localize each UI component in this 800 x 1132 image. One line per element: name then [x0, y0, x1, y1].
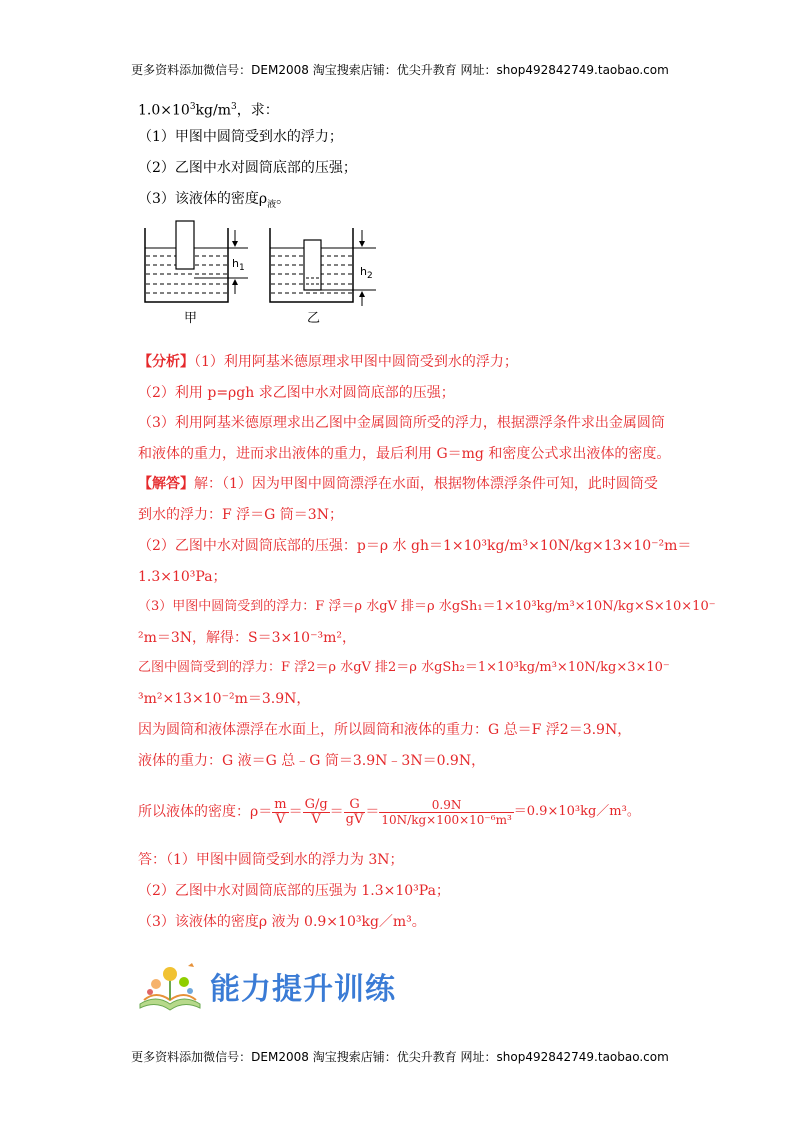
container-figure [140, 218, 380, 328]
fraction-g-gv: $\frac{G}{gV}$ [345, 796, 364, 827]
fraction-m-v: $\frac{m}{V}$ [274, 796, 287, 827]
book-flowers-icon [136, 960, 204, 1012]
analysis-line-2: （2）利用 p=ρgh 求乙图中水对圆筒底部的压强； [138, 385, 455, 401]
solution-line-6: ²m＝3N，解得：S＝3×10⁻³m²， [138, 630, 356, 646]
question-2: （2）乙图中水对圆筒底部的压强； [138, 160, 357, 176]
density-unit: kg/m [195, 102, 231, 119]
page-footer: 更多资料添加微信号：DEM2008 淘宝搜索店铺：优尖升教育 网址：shop492842749.taobao.com [131, 1050, 669, 1064]
density-base: 1.0×10 [138, 102, 190, 119]
q3-end: 。 [276, 191, 291, 207]
answer-line-3: （3）该液体的密度ρ 液为 0.9×10³kg／m³。 [138, 914, 426, 930]
analysis-line-1: 【分析】（1）利用阿基米德原理求甲图中圆筒受到水的浮力； [138, 354, 518, 370]
solution-line-9: 因为圆筒和液体漂浮在水面上，所以圆筒和液体的重力：G 总＝F 浮2＝3.9N， [138, 722, 632, 738]
analysis-line-4: 和液体的重力，进而求出液体的重力，最后利用 G＝mg 和密度公式求出液体的密度。 [138, 446, 671, 462]
solution-line-5: （3）甲图中圆筒受到的浮力：F 浮＝ρ 水gV 排＝ρ 水gSh₁＝1×10³kg/m³×10N/kg×S×10×10⁻ [138, 599, 716, 614]
q3-text: （3）该液体的密度ρ [138, 191, 268, 207]
solution-line-7: 乙图中圆筒受到的浮力：F 浮2＝ρ 水gV 排2＝ρ 水gSh₂＝1×10³kg/m³×10N/kg×3×10⁻ [138, 660, 670, 675]
banner-title: 能力提升训练 [210, 972, 396, 1007]
solution-line-2: 到水的浮力：F 浮＝G 筒＝3N； [138, 507, 343, 523]
fraction-numeric: $\frac{0.9N}{\text{10N/kg×100×10⁻⁶m³}}$ [381, 797, 512, 827]
density-unit-exp: 3 [230, 102, 237, 112]
q3-sub: 液 [267, 199, 277, 210]
section-banner [136, 960, 396, 1012]
solution-line-1: 【解答】解：（1）因为甲图中圆筒漂浮在水面，根据物体漂浮条件可知，此时圆筒受 [138, 476, 658, 492]
density-exp: 3 [189, 102, 196, 112]
figure-label-yi: 乙 [307, 311, 321, 326]
answer-line-2: （2）乙图中水对圆筒底部的压强为 1.3×10³Pa； [138, 883, 450, 899]
h1-label: $h_1$ [232, 257, 245, 274]
analysis-tag: 【分析】 [138, 354, 194, 370]
figure-label-jia: 甲 [184, 311, 198, 326]
answer-line-1: 答：（1）甲图中圆筒受到水的浮力为 3N； [138, 852, 404, 868]
density-tail: ，求： [236, 102, 279, 119]
solution-line-4: 1.3×10³Pa； [138, 569, 227, 585]
question-1: （1）甲图中圆筒受到水的浮力； [138, 129, 343, 145]
fraction-g-g-v: $\frac{G/g}{V}$ [304, 796, 328, 827]
density-given [138, 97, 279, 121]
density-formula: 所以液体的密度：ρ＝ $\frac{m}{V}$ ＝ $\frac{G/g}{V}$ ＝ $\frac{G}{gV}$ ＝ $\frac{0.9N}{\text{10N/kg×100×10⁻⁶m³}}$ ＝0.9×10³kg／m³。 [138, 796, 640, 827]
question-3 [138, 189, 290, 215]
h2-label: $h_2$ [360, 265, 373, 282]
analysis-line-3: （3）利用阿基米德原理求出乙图中金属圆筒所受的浮力，根据漂浮条件求出金属圆筒 [138, 415, 665, 431]
page-header: 更多资料添加微信号：DEM2008 淘宝搜索店铺：优尖升教育 网址：shop492842749.taobao.com [131, 63, 669, 77]
solution-line-3: （2）乙图中水对圆筒底部的压强：p＝ρ 水 gh＝1×10³kg/m³×10N/kg×13×10⁻²m＝ [138, 538, 692, 554]
solution-line-10: 液体的重力：G 液＝G 总﹣G 筒＝3.9N﹣3N＝0.9N， [138, 753, 486, 769]
solution-line-8: ³m²×13×10⁻²m＝3.9N， [138, 691, 311, 707]
solution-tag: 【解答】 [138, 476, 194, 492]
